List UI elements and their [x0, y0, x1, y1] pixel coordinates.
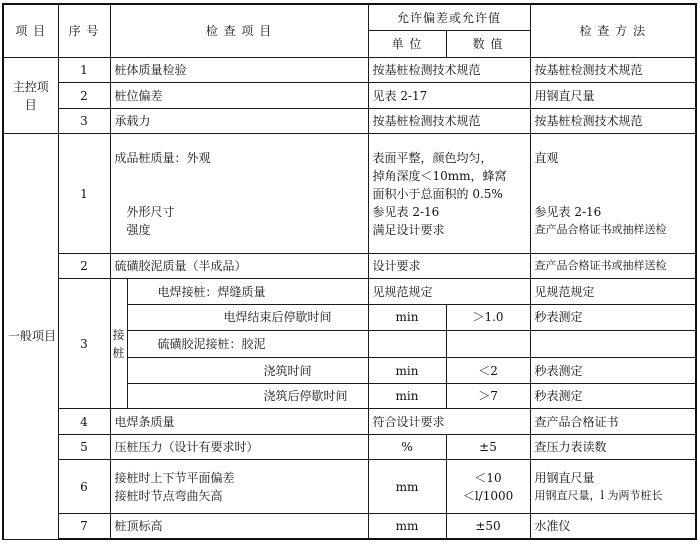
tolerance-cell: 设计要求 — [368, 253, 530, 279]
item-line: 接桩时上下节平面偏差 — [114, 470, 235, 485]
unit-cell: min — [368, 358, 446, 384]
method-cell: 秒表测定 — [530, 383, 696, 409]
item-cell: 桩顶标高 — [110, 513, 368, 539]
seq-cell: 1 — [58, 57, 110, 83]
category-main: 主控项目 — [3, 57, 58, 134]
tolerance-cell: 按基桩检测技术规范 — [368, 108, 530, 134]
item-cell: 承载力 — [110, 108, 368, 134]
header-tolerance: 允许偏差或允许值 — [368, 4, 530, 31]
method-cell: 按基桩检测技术规范 — [530, 108, 696, 134]
method-line: 用钢直尺量 — [534, 470, 595, 485]
method-line — [535, 167, 692, 185]
value-line: ＜10 — [474, 470, 502, 485]
unit-cell: mm — [368, 460, 446, 513]
table-row — [3, 513, 696, 539]
group-label: 接桩 — [110, 279, 127, 409]
item-line: 成品桩质量：外观 — [114, 150, 211, 165]
seq-cell: 1 — [58, 134, 110, 253]
table-row — [3, 434, 696, 460]
item-cell: 浇筑后停歇时间 — [127, 383, 368, 409]
method-cell: 见规范规定 — [530, 279, 696, 305]
method-cell: 水准仪 — [530, 513, 696, 539]
seq-cell: 2 — [58, 83, 110, 109]
method-cell: 秒表测定 — [530, 304, 696, 330]
table-row — [3, 253, 696, 279]
tolerance-cell: 按基桩检测技术规范 — [368, 57, 530, 83]
method-line: 直观 — [534, 150, 559, 165]
value-cell: ＞7 — [446, 383, 530, 409]
header-check-item: 检 查 项 目 — [110, 4, 368, 57]
value-line: ＜l/1000 — [462, 488, 514, 503]
unit-cell: mm — [368, 513, 446, 539]
item-line: 接桩时节点弯曲矢高 — [114, 488, 223, 503]
item-cell: 压桩压力（设计有要求时） — [110, 434, 368, 460]
value-cell: ±50 — [446, 513, 530, 539]
category-general: 一般项目 — [3, 134, 58, 539]
item-cell: 桩位偏差 — [110, 83, 368, 109]
value-cell: ＜2 — [446, 358, 530, 384]
tolerance-cell: 见规范规定 — [368, 279, 530, 305]
tolerance-line: 掉角深度＜10mm，蜂窝 — [372, 168, 507, 183]
seq-cell: 4 — [58, 409, 110, 435]
table-row — [3, 409, 696, 435]
table-row — [3, 460, 696, 513]
tolerance-cell: 符合设计要求 — [368, 409, 530, 435]
seq-cell: 7 — [58, 513, 110, 539]
method-cell: 秒表测定 — [530, 358, 696, 384]
method-cell: 查产品合格证书 — [530, 409, 696, 435]
seq-cell: 3 — [58, 108, 110, 134]
value-cell: ＞1.0 — [446, 304, 530, 330]
unit-cell: % — [368, 434, 446, 460]
value-cell — [446, 330, 530, 358]
item-cell — [110, 134, 368, 253]
header-value: 数 值 — [446, 31, 530, 58]
method-cell — [530, 330, 696, 358]
header-seq: 序 号 — [58, 4, 110, 57]
table-row — [3, 279, 696, 305]
seq-cell: 6 — [58, 460, 110, 513]
item-cell: 硫磺胶泥接桩：胶泥 — [127, 330, 368, 358]
method-cell — [530, 460, 696, 513]
method-cell: 按基桩检测技术规范 — [530, 57, 696, 83]
table-row — [3, 108, 696, 134]
seq-cell: 3 — [58, 279, 110, 409]
table-row — [3, 83, 696, 109]
seq-cell: 5 — [58, 434, 110, 460]
method-cell: 用钢直尺量 — [530, 83, 696, 109]
tolerance-line: 面积小于总面积的 0.5% — [372, 186, 503, 201]
unit-cell — [368, 330, 446, 358]
item-cell: 电焊结束后停歇时间 — [127, 304, 368, 330]
item-line — [115, 185, 364, 203]
item-cell: 电焊条质量 — [110, 409, 368, 435]
table-row — [3, 134, 696, 253]
value-cell — [446, 460, 530, 513]
table-row — [3, 57, 696, 83]
item-cell: 硫磺胶泥质量（半成品） — [110, 253, 368, 279]
item-cell: 电焊接桩：焊缝质量 — [127, 279, 368, 305]
unit-cell: min — [368, 383, 446, 409]
method-cell: 查产品合格证书或抽样送检 — [530, 253, 696, 279]
header-item: 项 目 — [3, 4, 58, 57]
method-line — [535, 185, 692, 203]
item-cell — [110, 460, 368, 513]
tolerance-line: 表面平整，颜色均匀， — [372, 150, 493, 165]
header-method: 检 查 方 法 — [530, 4, 696, 57]
item-line: 外形尺寸 — [126, 204, 175, 219]
value-cell: ±5 — [446, 434, 530, 460]
item-cell: 浇筑时间 — [127, 358, 368, 384]
item-line: 强度 — [126, 222, 151, 237]
method-line: 用钢直尺量，l 为两节桩长 — [534, 488, 663, 502]
item-cell: 桩体质量检验 — [110, 57, 368, 83]
seq-cell: 2 — [58, 253, 110, 279]
tolerance-cell — [368, 134, 530, 253]
header-unit: 单 位 — [368, 31, 446, 58]
header-row-1 — [3, 4, 696, 31]
item-line — [115, 167, 364, 185]
tolerance-line: 满足设计要求 — [372, 222, 445, 237]
method-line: 查产品合格证书或抽样送检 — [534, 222, 667, 236]
inspection-table — [2, 3, 697, 540]
unit-cell: min — [368, 304, 446, 330]
method-cell — [530, 134, 696, 253]
method-line: 参见表 2-16 — [534, 204, 602, 219]
tolerance-line: 参见表 2-16 — [372, 204, 440, 219]
method-cell: 查压力表读数 — [530, 434, 696, 460]
tolerance-cell: 见表 2-17 — [368, 83, 530, 109]
